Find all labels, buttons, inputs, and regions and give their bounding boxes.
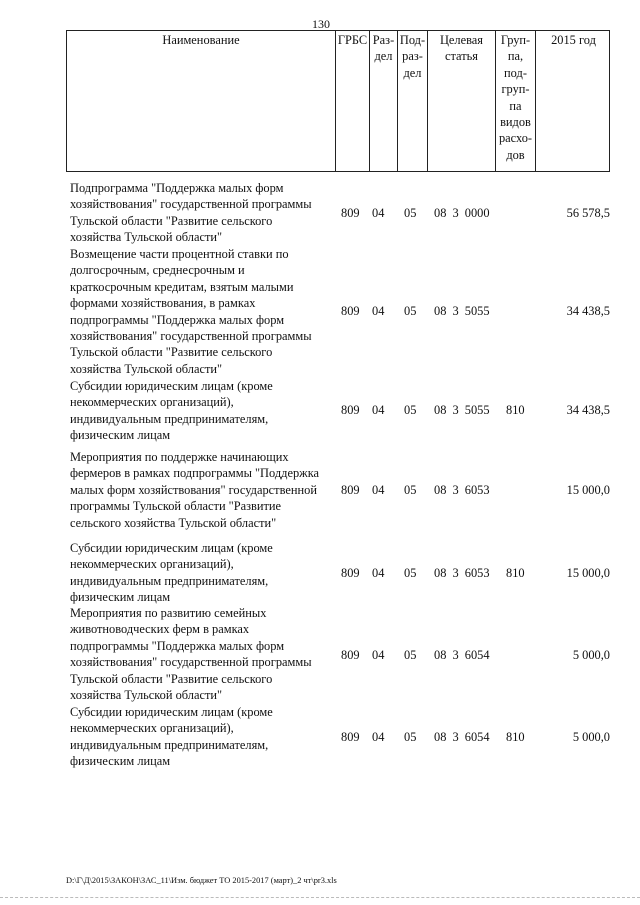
row-description	[70, 378, 332, 444]
cell-grbs: 809	[341, 403, 360, 417]
description-line: Тульской области "Развитие сельского	[70, 213, 273, 228]
cell-gruppa: 810	[506, 730, 525, 744]
cell-grbs: 809	[341, 648, 360, 662]
description-line: хозяйствования" государственной программы	[70, 655, 312, 670]
cell-razdel: 04	[372, 730, 385, 744]
cell-podrazdel: 05	[404, 304, 417, 318]
cell-sum: 34 438,5	[566, 304, 610, 318]
description-line: хозяйства Тульской области"	[70, 688, 223, 703]
header-gruppa: Груп- па, под- груп- па видов расхо- дов	[495, 31, 535, 171]
description-line: Возмещение части процентной ставки по	[70, 247, 289, 261]
header-name: Наименование	[162, 33, 240, 47]
cell-celevaya: 08 3 6054	[434, 730, 490, 744]
cell-podrazdel: 05	[404, 648, 417, 662]
description-line: индивидуальным предпринимателям,	[70, 411, 269, 426]
table-header	[66, 30, 610, 172]
row-description	[70, 704, 332, 770]
cell-celevaya: 08 3 6054	[434, 648, 490, 662]
file-path-footer: D:\Г\Д\2015\ЗАКОН\ЗАС_11\Изм. бюджет ТО 2015-2017 (март)_2 чт\pr3.xls	[66, 876, 337, 885]
description-line: подпрограммы "Поддержка малых форм	[70, 312, 285, 327]
row-description	[70, 180, 332, 246]
table-row	[66, 704, 610, 770]
cell-gruppa: 810	[506, 403, 525, 417]
cell-sum: 15 000,0	[566, 483, 610, 497]
row-description	[70, 540, 332, 606]
cell-celevaya: 08 3 0000	[434, 206, 490, 220]
cell-celevaya: 08 3 6053	[434, 483, 490, 497]
cell-gruppa: 810	[506, 566, 525, 580]
cell-podrazdel: 05	[404, 403, 417, 417]
description-line: фермеров в рамках подпрограммы "Поддержка	[70, 466, 320, 481]
header-razdel: Раз- дел	[369, 31, 397, 171]
description-line: сельского хозяйства Тульской области"	[70, 515, 277, 530]
cell-razdel: 04	[372, 206, 385, 220]
description-line: краткосрочным кредитам, взятым малыми	[70, 279, 294, 294]
description-line: Мероприятия по поддержке начинающих	[70, 450, 289, 464]
cell-podrazdel: 05	[404, 206, 417, 220]
description-line: физическим лицам	[70, 428, 171, 443]
cell-razdel: 04	[372, 648, 385, 662]
cell-grbs: 809	[341, 730, 360, 744]
table-row	[66, 605, 610, 704]
description-line: хозяйствования" государственной программы	[70, 197, 312, 212]
cell-podrazdel: 05	[404, 483, 417, 497]
cell-sum: 5 000,0	[572, 648, 610, 662]
description-line: Тульской области "Развитие сельского	[70, 345, 273, 360]
cell-sum: 15 000,0	[566, 566, 610, 580]
header-grbs: ГРБС	[335, 31, 369, 171]
description-line: Тульской области "Развитие сельского	[70, 671, 273, 686]
header-celevaya: Целевая статья	[427, 31, 495, 171]
description-line: индивидуальным предпринимателям,	[70, 573, 269, 588]
description-line: некоммерческих организаций),	[70, 395, 234, 410]
cell-sum: 56 578,5	[566, 206, 610, 220]
cell-celevaya: 08 3 5055	[434, 403, 490, 417]
cell-razdel: 04	[372, 403, 385, 417]
row-description	[70, 246, 332, 377]
description-line: малых форм хозяйствования" государственной	[70, 482, 317, 497]
page-number: 130	[312, 17, 330, 31]
description-line: подпрограммы "Поддержка малых форм	[70, 638, 285, 653]
cell-razdel: 04	[372, 483, 385, 497]
description-line: некоммерческих организаций),	[70, 557, 234, 572]
header-year: 2015 год	[535, 31, 611, 171]
table-row	[66, 180, 610, 246]
description-line: Субсидии юридическим лицам (кроме	[70, 541, 273, 555]
description-line: Подпрограмма "Поддержка малых форм	[70, 181, 284, 195]
description-line: Субсидии юридическим лицам (кроме	[70, 705, 273, 719]
cell-sum: 34 438,5	[566, 403, 610, 417]
cell-grbs: 809	[341, 566, 360, 580]
description-line: хозяйства Тульской области"	[70, 230, 223, 245]
row-description	[70, 449, 332, 531]
cell-sum: 5 000,0	[572, 730, 610, 744]
description-line: индивидуальным предпринимателям,	[70, 737, 269, 752]
table-row	[66, 378, 610, 444]
description-line: некоммерческих организаций),	[70, 721, 234, 736]
description-line: долгосрочным, среднесрочным и	[70, 263, 245, 278]
cell-grbs: 809	[341, 483, 360, 497]
cell-razdel: 04	[372, 566, 385, 580]
cell-podrazdel: 05	[404, 566, 417, 580]
description-line: хозяйства Тульской области"	[70, 361, 223, 376]
description-line: физическим лицам	[70, 590, 171, 605]
description-line: Субсидии юридическим лицам (кроме	[70, 379, 273, 393]
row-description	[70, 605, 332, 703]
table-row	[66, 449, 610, 532]
cell-celevaya: 08 3 5055	[434, 304, 490, 318]
table-row	[66, 246, 610, 378]
header-podrazdel: Под- раз- дел	[397, 31, 427, 171]
table-row	[66, 540, 610, 606]
cell-grbs: 809	[341, 206, 360, 220]
description-line: хозяйствования" государственной программы	[70, 329, 312, 344]
description-line: программы Тульской области "Развитие	[70, 499, 282, 514]
description-line: Мероприятия по развитию семейных	[70, 606, 267, 620]
cell-celevaya: 08 3 6053	[434, 566, 490, 580]
description-line: физическим лицам	[70, 754, 171, 769]
description-line: формами хозяйствования, в рамках	[70, 296, 256, 311]
page-edge-divider	[0, 897, 640, 898]
cell-podrazdel: 05	[404, 730, 417, 744]
description-line: животноводческих ферм в рамках	[70, 622, 250, 637]
cell-grbs: 809	[341, 304, 360, 318]
cell-razdel: 04	[372, 304, 385, 318]
